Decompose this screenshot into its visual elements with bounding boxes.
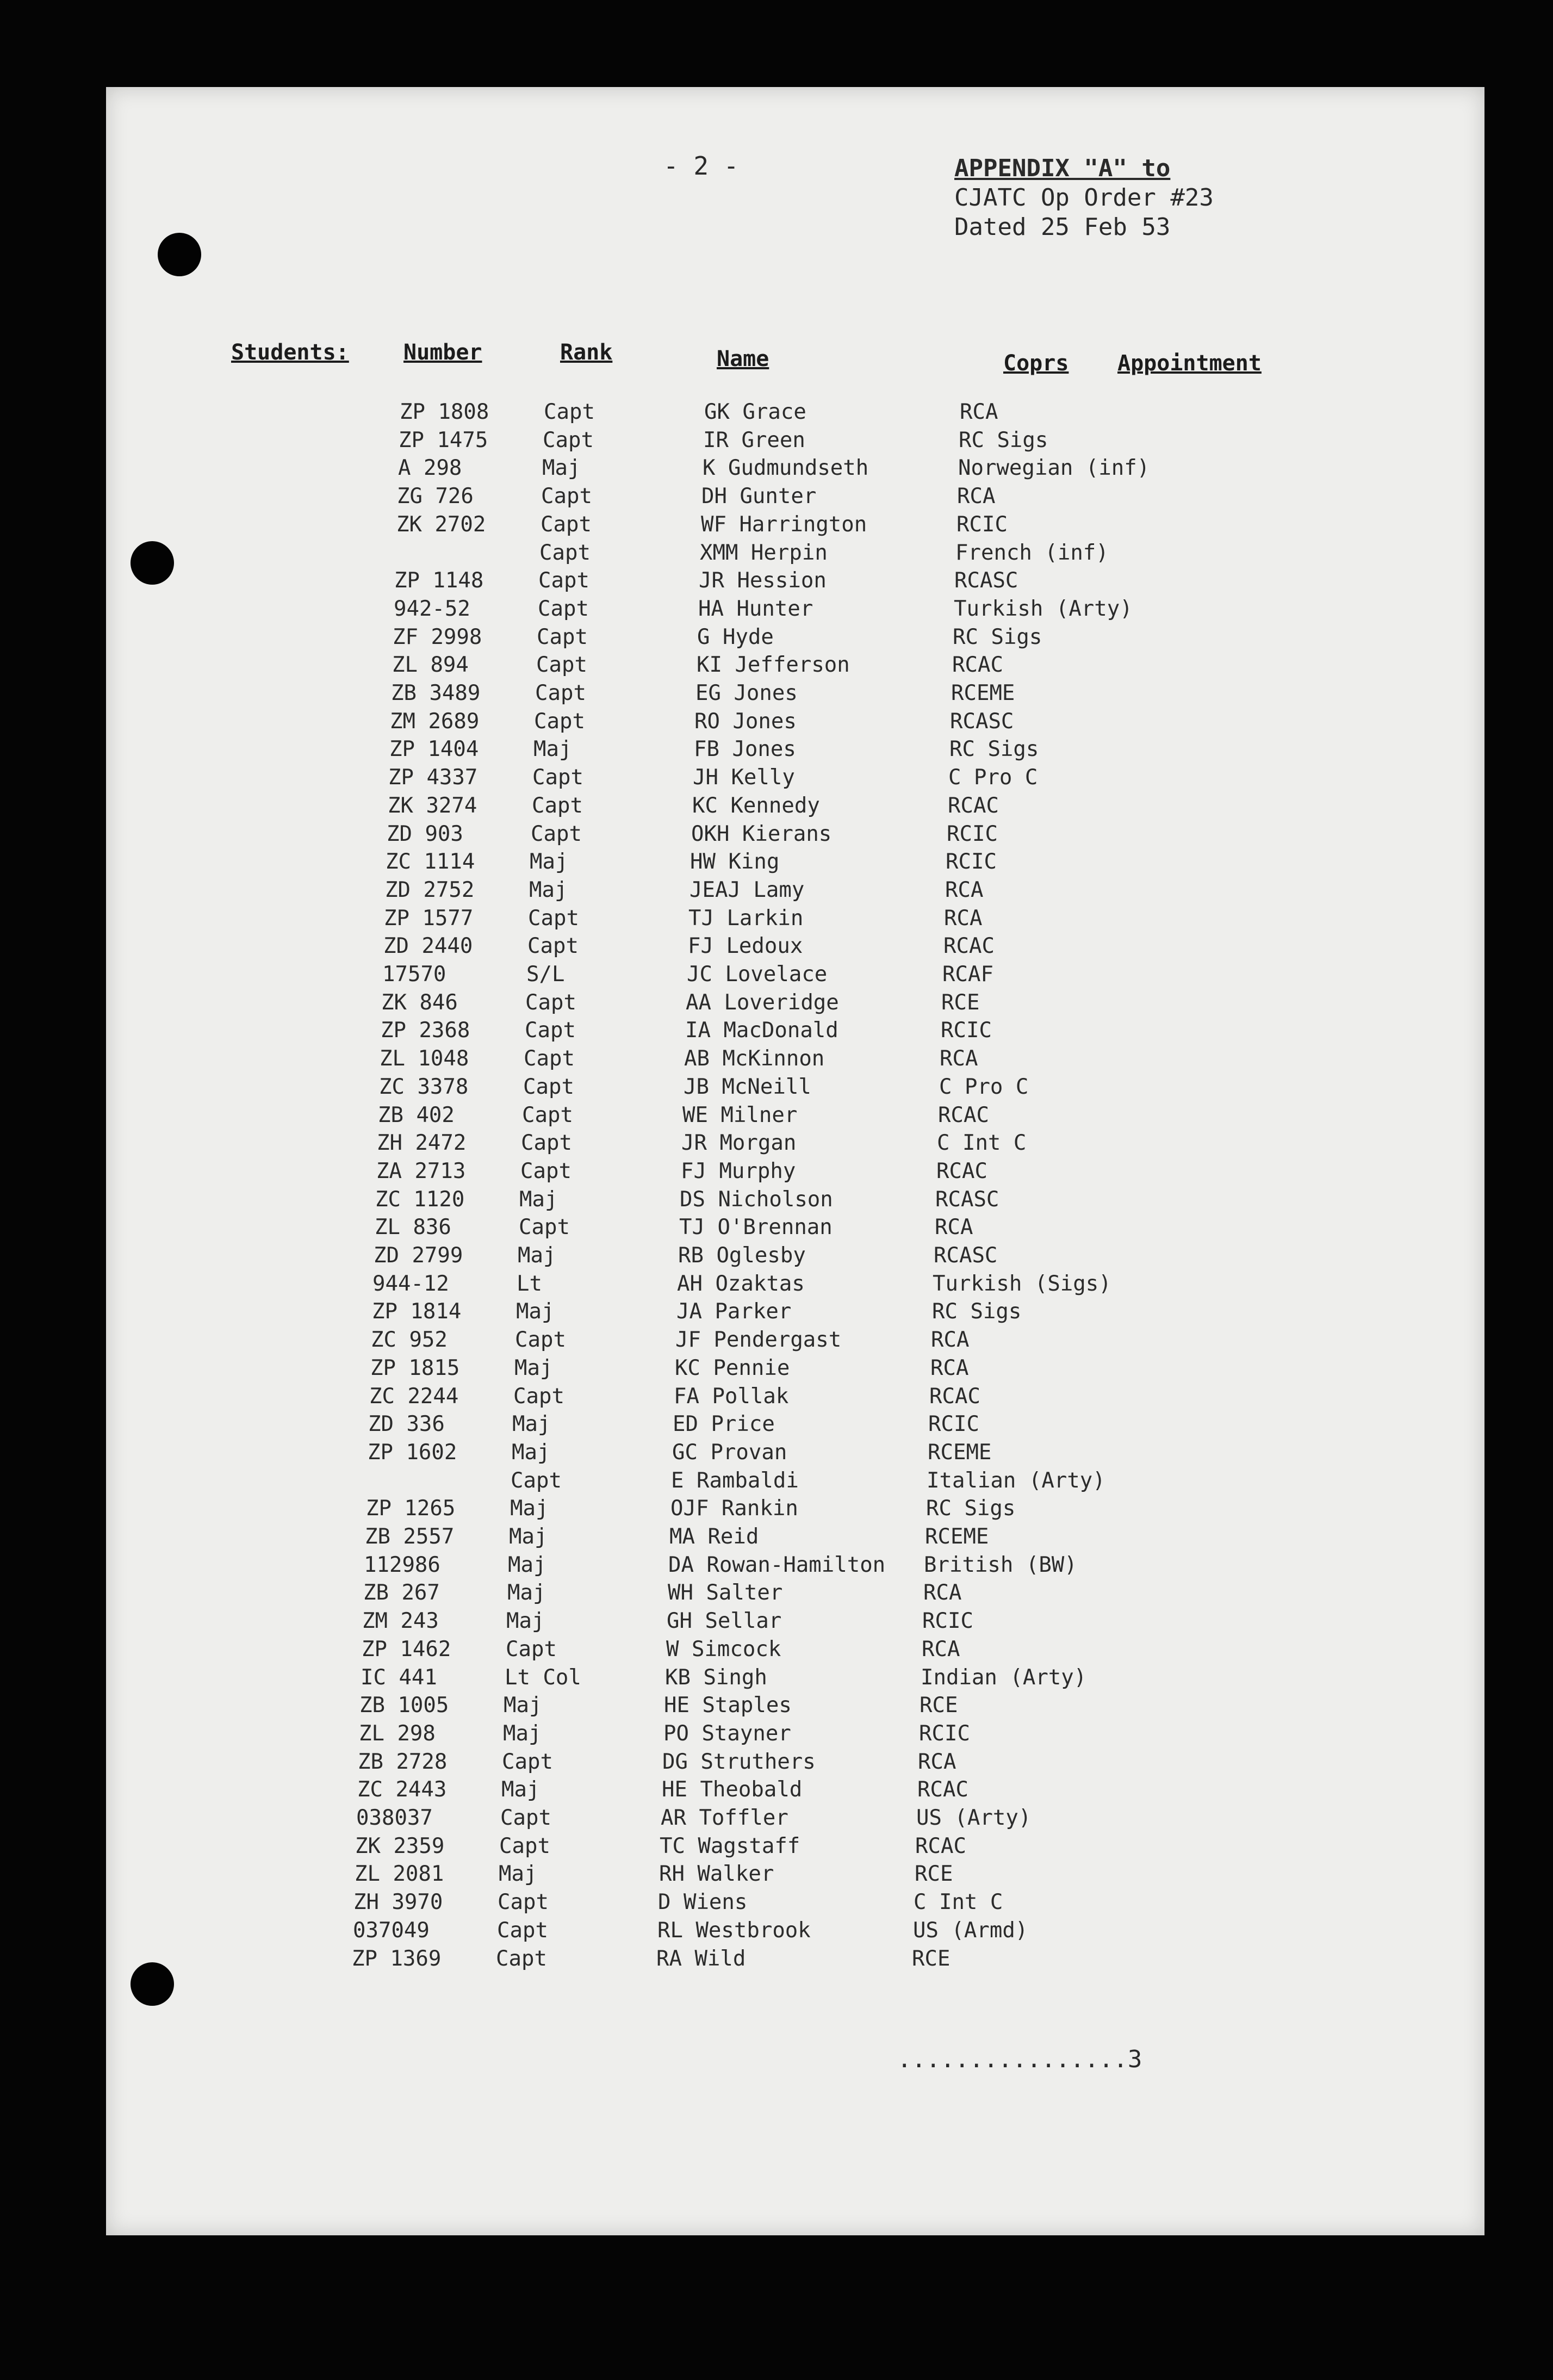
student-name: FB Jones: [694, 737, 796, 762]
appendix-line-3: Dated 25 Feb 53: [954, 213, 1171, 241]
table-row: [92, 568, 1553, 597]
student-corps: RC Sigs: [959, 427, 1048, 453]
student-name: IA MacDonald: [685, 1018, 838, 1043]
student-number: ZD 903: [387, 821, 463, 846]
student-rank: Capt: [531, 821, 582, 846]
student-number: ZP 1148: [394, 568, 484, 593]
student-corps: US (Arty): [916, 1806, 1032, 1830]
student-number: ZK 846: [381, 990, 458, 1015]
student-number: ZP 1814: [372, 1299, 462, 1324]
table-row: [77, 1075, 1553, 1103]
table-row: [86, 765, 1553, 794]
student-name: AH Ozaktas: [677, 1271, 805, 1296]
table-row: [94, 541, 1553, 569]
student-name: HE Staples: [664, 1693, 792, 1718]
student-corps: RCA: [923, 1581, 962, 1606]
student-name: TJ O'Brennan: [679, 1215, 833, 1240]
student-rank: Capt: [523, 1074, 574, 1099]
student-number: ZP 1369: [352, 1946, 442, 1971]
student-corps: RCASC: [950, 709, 1014, 734]
student-corps: British (BW): [924, 1552, 1077, 1577]
table-row: [79, 1018, 1553, 1046]
student-name: ED Price: [673, 1412, 775, 1437]
student-rank: Capt: [541, 512, 592, 537]
student-name: RO Jones: [694, 709, 797, 734]
student-number: ZC 2443: [357, 1777, 447, 1802]
student-corps: RCIC: [941, 1018, 992, 1043]
table-row: [89, 681, 1553, 709]
student-name: XMM Herpin: [700, 540, 828, 565]
student-number: 037049: [353, 1918, 430, 1943]
student-number: ZD 2440: [383, 934, 473, 959]
student-number: 038037: [356, 1806, 433, 1830]
student-corps: Indian (Arty): [921, 1665, 1087, 1690]
student-corps: RCA: [940, 1046, 978, 1071]
student-corps: RC Sigs: [926, 1496, 1016, 1521]
table-row: [88, 737, 1553, 765]
student-number: 942-52: [394, 596, 470, 621]
student-rank: Maj: [512, 1440, 550, 1465]
header-rank: Rank: [560, 340, 613, 365]
table-row: [51, 1918, 1553, 1947]
student-corps: RCAC: [943, 934, 995, 959]
student-number: 17570: [382, 962, 446, 987]
student-rank: Capt: [538, 568, 589, 593]
table-row: [66, 1440, 1553, 1468]
table-row: [82, 906, 1553, 934]
table-row: [79, 990, 1553, 1019]
table-row: [52, 1890, 1553, 1918]
student-rank: Maj: [530, 850, 568, 875]
student-rank: Capt: [521, 1131, 572, 1156]
student-rank: Capt: [532, 765, 583, 790]
table-row: [78, 1046, 1553, 1075]
student-corps: RCIC: [946, 850, 997, 875]
student-name: KB Singh: [665, 1665, 767, 1690]
student-number: ZC 3378: [379, 1074, 469, 1099]
student-corps: RCAF: [942, 962, 993, 987]
student-number: ZD 336: [368, 1412, 445, 1437]
table-row: [67, 1384, 1553, 1412]
student-name: FA Pollak: [674, 1384, 789, 1409]
student-corps: RCAC: [952, 653, 1003, 678]
student-name: JB McNeill: [684, 1074, 811, 1099]
student-name: DS Nicholson: [680, 1187, 833, 1212]
student-number: ZC 2244: [369, 1384, 459, 1409]
student-name: K Gudmundseth: [703, 456, 869, 481]
student-number: ZG 726: [397, 484, 474, 509]
student-corps: RCE: [941, 990, 980, 1015]
table-row: [59, 1665, 1553, 1694]
student-number: ZB 1005: [359, 1693, 449, 1718]
student-rank: Capt: [536, 653, 587, 678]
student-name: DA Rowan-Hamilton: [668, 1552, 886, 1577]
table-row: [53, 1862, 1553, 1890]
student-corps: RCIC: [956, 512, 1008, 537]
student-rank: Capt: [535, 681, 586, 705]
student-rank: Capt: [524, 1046, 575, 1071]
student-number: IC 441: [361, 1665, 437, 1690]
table-row: [97, 428, 1553, 456]
table-row: [88, 709, 1553, 737]
student-rank: Capt: [541, 484, 592, 509]
student-name: WH Salter: [668, 1581, 783, 1606]
student-name: FJ Ledoux: [688, 934, 803, 959]
student-name: E Rambaldi: [671, 1468, 799, 1493]
student-name: JF Pendergast: [675, 1328, 842, 1353]
table-row: [80, 962, 1553, 990]
student-name: RA Wild: [656, 1946, 746, 1971]
student-number: ZP 1462: [362, 1637, 451, 1662]
student-name: WE Milner: [682, 1102, 798, 1127]
student-corps: US (Armd): [913, 1918, 1028, 1943]
student-number: ZD 2799: [374, 1243, 463, 1268]
student-rank: Maj: [509, 1524, 548, 1549]
binder-hole-top: [158, 233, 201, 276]
student-corps: RCAC: [929, 1384, 980, 1409]
student-name: HA Hunter: [698, 596, 813, 621]
student-corps: RCAC: [917, 1777, 968, 1802]
student-corps: RCA: [945, 877, 984, 902]
student-number: ZH 3970: [353, 1890, 443, 1915]
student-corps: RCIC: [919, 1721, 970, 1746]
student-name: AA Loveridge: [686, 990, 839, 1015]
student-corps: RCEME: [928, 1440, 992, 1465]
student-number: ZC 1114: [386, 850, 475, 875]
student-rank: Capt: [497, 1918, 548, 1943]
student-number: ZB 402: [378, 1102, 455, 1127]
student-corps: RCIC: [922, 1609, 973, 1634]
student-rank: Maj: [533, 737, 572, 762]
student-name: MA Reid: [669, 1524, 759, 1549]
table-row: [60, 1609, 1553, 1637]
student-corps: RCASC: [954, 568, 1018, 593]
student-rank: Capt: [537, 624, 588, 649]
student-rank: Capt: [502, 1749, 553, 1774]
student-number: 112986: [364, 1552, 440, 1577]
student-corps: RCAC: [948, 793, 999, 818]
student-rank: Capt: [499, 1833, 550, 1858]
student-rank: Capt: [522, 1102, 573, 1127]
student-number: ZB 267: [363, 1581, 440, 1606]
student-rank: Capt: [538, 596, 589, 621]
student-corps: RCEME: [951, 681, 1015, 705]
student-rank: Maj: [506, 1609, 545, 1634]
student-corps: RCEME: [925, 1524, 989, 1549]
student-corps: C Pro C: [939, 1074, 1029, 1099]
table-row: [84, 850, 1553, 878]
table-row: [69, 1328, 1553, 1356]
student-number: ZP 1815: [370, 1355, 460, 1380]
student-rank: Maj: [519, 1187, 558, 1212]
student-corps: C Pro C: [948, 765, 1038, 790]
student-rank: Maj: [507, 1581, 546, 1606]
header-number: Number: [403, 340, 482, 365]
table-row: [57, 1721, 1553, 1750]
header-appointment: Appointment: [1117, 351, 1262, 376]
header-students: Students:: [231, 340, 349, 365]
student-number: ZK 3274: [388, 793, 477, 818]
table-row: [95, 512, 1553, 541]
student-name: FJ Murphy: [681, 1158, 796, 1183]
student-name: GC Provan: [672, 1440, 787, 1465]
student-name: WF Harrington: [701, 512, 867, 537]
student-name: DH Gunter: [701, 484, 817, 509]
header-name: Name: [717, 346, 769, 371]
student-corps: RC Sigs: [949, 737, 1039, 762]
student-name: JC Lovelace: [687, 962, 828, 987]
student-rank: Capt: [520, 1158, 571, 1183]
student-corps: C Int C: [937, 1131, 1027, 1156]
student-number: ZM 243: [362, 1609, 439, 1634]
table-row: [73, 1187, 1553, 1216]
student-number: ZP 1475: [399, 427, 488, 453]
student-name: OKH Kierans: [691, 821, 832, 846]
table-row: [64, 1496, 1553, 1524]
student-name: RL Westbrook: [657, 1918, 811, 1943]
student-rank: Maj: [518, 1243, 556, 1268]
student-number: ZP 1577: [384, 906, 474, 931]
student-rank: Maj: [510, 1496, 549, 1521]
student-corps: RCA: [931, 1328, 970, 1353]
student-rank: Capt: [534, 709, 585, 734]
table-row: [83, 878, 1553, 906]
student-corps: Turkish (Sigs): [933, 1271, 1111, 1296]
student-rank: Maj: [512, 1412, 551, 1437]
student-name: IR Green: [703, 427, 805, 453]
student-name: GH Sellar: [667, 1609, 782, 1634]
table-row: [54, 1806, 1553, 1834]
student-rank: Capt: [513, 1384, 564, 1409]
student-name: KC Pennie: [675, 1355, 790, 1380]
student-corps: RCAC: [936, 1158, 987, 1183]
student-rank: Maj: [514, 1355, 553, 1380]
student-number: 944-12: [372, 1271, 449, 1296]
student-number: ZP 1602: [368, 1440, 457, 1465]
student-corps: RCASC: [934, 1243, 998, 1268]
student-number: ZP 1265: [366, 1496, 456, 1521]
student-number: ZL 836: [375, 1215, 451, 1240]
student-corps: RCA: [960, 400, 998, 424]
student-name: EG Jones: [695, 681, 798, 705]
student-corps: RCAC: [915, 1833, 966, 1858]
student-name: TC Wagstaff: [660, 1833, 800, 1858]
student-number: ZL 1048: [380, 1046, 469, 1071]
student-number: ZK 2359: [355, 1833, 445, 1858]
table-row: [70, 1299, 1553, 1328]
student-number: ZL 298: [359, 1721, 436, 1746]
student-rank: Capt: [525, 1018, 576, 1043]
student-rank: Maj: [503, 1721, 542, 1746]
appendix-reference: [954, 154, 1214, 242]
student-corps: RCAC: [938, 1102, 989, 1127]
appendix-line-2: CJATC Op Order #23: [954, 184, 1214, 212]
student-rank: Capt: [511, 1468, 562, 1493]
table-row: [53, 1834, 1553, 1862]
table-row: [60, 1637, 1553, 1665]
student-rank: Capt: [506, 1637, 557, 1662]
table-row: [90, 653, 1553, 681]
student-corps: RCE: [912, 1946, 951, 1971]
student-rank: Capt: [543, 427, 594, 453]
student-name: HW King: [690, 850, 780, 875]
table-row: [82, 934, 1553, 962]
student-name: W Simcock: [666, 1637, 781, 1662]
student-rank: Maj: [542, 456, 581, 481]
student-number: ZP 4337: [388, 765, 478, 790]
student-rank: Capt: [525, 990, 576, 1015]
table-row: [73, 1215, 1553, 1243]
student-rank: Capt: [498, 1890, 549, 1915]
student-name: JR Hession: [699, 568, 827, 593]
table-row: [61, 1581, 1553, 1609]
student-name: HE Theobald: [662, 1777, 803, 1802]
student-number: ZA 2713: [376, 1158, 466, 1183]
student-rank: Lt: [517, 1271, 542, 1296]
student-number: ZP 2368: [381, 1018, 470, 1043]
student-corps: RCA: [935, 1215, 973, 1240]
student-name: RB Oglesby: [678, 1243, 806, 1268]
student-rank: Capt: [519, 1215, 570, 1240]
student-rank: Capt: [544, 400, 595, 424]
student-number: ZF 2998: [393, 624, 482, 649]
student-rank: Capt: [496, 1946, 547, 1971]
student-corps: Italian (Arty): [927, 1468, 1105, 1493]
header-corps: Coprs: [1003, 351, 1069, 376]
student-number: ZD 2752: [385, 877, 475, 902]
student-corps: Norwegian (inf): [958, 456, 1150, 481]
student-name: D Wiens: [658, 1890, 748, 1915]
student-rank: Capt: [527, 934, 579, 959]
student-name: GK Grace: [704, 400, 806, 424]
student-name: KC Kennedy: [692, 793, 820, 818]
student-rank: Capt: [539, 540, 591, 565]
student-number: ZH 2472: [377, 1131, 467, 1156]
table-row: [98, 400, 1553, 428]
student-corps: RC Sigs: [953, 624, 1042, 649]
student-rank: Maj: [508, 1552, 546, 1577]
student-number: ZM 2689: [390, 709, 480, 734]
student-corps: Turkish (Arty): [954, 596, 1133, 621]
student-number: ZP 1808: [400, 400, 489, 424]
student-number: ZB 2728: [358, 1749, 448, 1774]
student-rank: S/L: [526, 962, 565, 987]
table-row: [74, 1159, 1553, 1187]
student-name: PO Stayner: [663, 1721, 791, 1746]
student-name: AR Toffler: [661, 1806, 788, 1830]
student-rank: Maj: [501, 1777, 540, 1802]
student-number: ZK 2702: [396, 512, 486, 537]
student-corps: C Int C: [914, 1890, 1003, 1915]
table-row: [63, 1524, 1553, 1553]
appendix-line-1: APPENDIX "A" to: [954, 154, 1171, 182]
continuation-marker: ................3: [897, 2046, 1142, 2073]
student-corps: RCIC: [928, 1412, 979, 1437]
student-number: A 298: [398, 456, 462, 481]
student-corps: RCA: [957, 484, 996, 509]
student-number: ZB 3489: [391, 681, 481, 705]
table-row: [66, 1412, 1553, 1440]
student-number: ZC 1120: [375, 1187, 465, 1212]
table-row: [65, 1468, 1553, 1497]
table-row: [95, 484, 1553, 512]
table-row: [76, 1103, 1553, 1131]
student-corps: RCASC: [935, 1187, 999, 1212]
table-row: [96, 456, 1553, 484]
student-name: AB McKinnon: [684, 1046, 825, 1071]
student-name: TJ Larkin: [688, 906, 804, 931]
student-name: RH Walker: [659, 1862, 774, 1887]
table-row: [69, 1356, 1553, 1384]
student-name: DG Struthers: [662, 1749, 816, 1774]
student-rank: Capt: [515, 1328, 566, 1353]
table-row: [92, 597, 1553, 625]
student-number: ZL 894: [392, 653, 469, 678]
student-name: JA Parker: [676, 1299, 792, 1324]
student-name: OJF Rankin: [670, 1496, 798, 1521]
table-row: [71, 1272, 1553, 1300]
page-number: - 2 -: [663, 151, 739, 181]
student-rank: Capt: [532, 793, 583, 818]
table-row: [50, 1947, 1553, 1975]
student-corps: RCE: [920, 1693, 958, 1718]
table-row: [75, 1131, 1553, 1159]
student-rank: Maj: [504, 1693, 542, 1718]
student-rank: Lt Col: [505, 1665, 581, 1690]
student-number: ZB 2557: [365, 1524, 455, 1549]
student-number: ZP 1404: [389, 737, 479, 762]
table-row: [72, 1243, 1553, 1272]
table-row: [86, 794, 1553, 822]
student-rank: Maj: [516, 1299, 555, 1324]
student-corps: RC Sigs: [932, 1299, 1022, 1324]
student-name: KI Jefferson: [697, 653, 850, 678]
table-row: [91, 625, 1553, 653]
student-name: JH Kelly: [693, 765, 795, 790]
student-rank: Capt: [528, 906, 579, 931]
student-corps: RCA: [944, 906, 983, 931]
student-corps: French (inf): [955, 540, 1109, 565]
table-row: [55, 1777, 1553, 1806]
table-row: [85, 822, 1553, 850]
student-rank: Maj: [499, 1862, 537, 1887]
student-number: ZC 952: [371, 1328, 448, 1353]
student-name: G Hyde: [697, 624, 774, 649]
table-row: [58, 1693, 1553, 1721]
student-rank: Maj: [529, 877, 568, 902]
table-row: [56, 1750, 1553, 1778]
student-corps: RCA: [918, 1749, 956, 1774]
student-corps: RCIC: [947, 821, 998, 846]
student-corps: RCE: [915, 1862, 953, 1887]
table-row: [62, 1553, 1553, 1581]
student-rank: Capt: [500, 1806, 551, 1830]
student-corps: RCA: [922, 1637, 960, 1662]
student-number: ZL 2081: [355, 1862, 444, 1887]
student-corps: RCA: [930, 1355, 969, 1380]
student-name: JEAJ Lamy: [689, 877, 805, 902]
student-name: JR Morgan: [681, 1131, 797, 1156]
